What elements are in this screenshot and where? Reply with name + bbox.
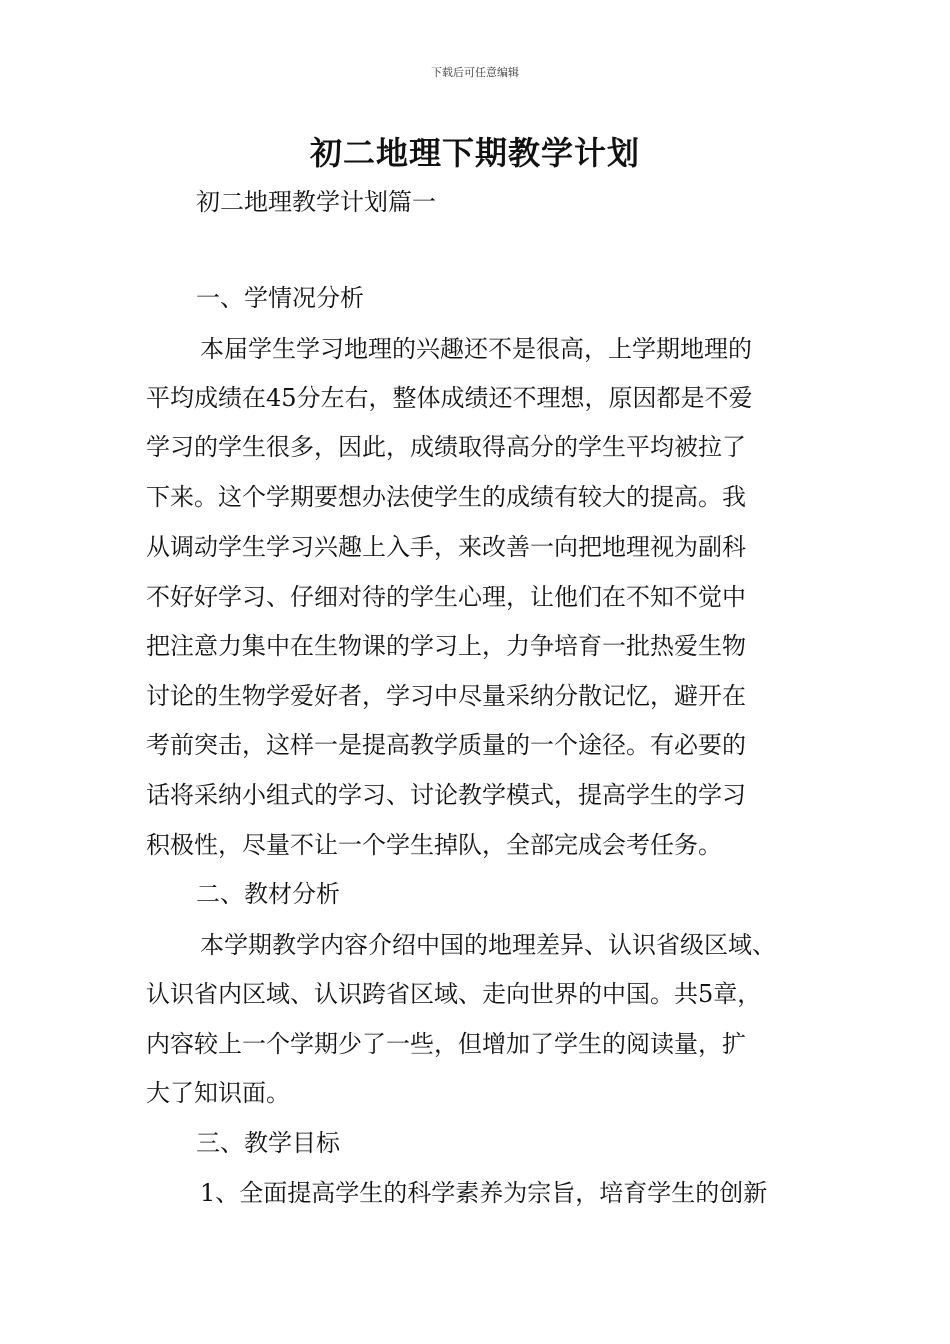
document-title: 初二地理下期教学计划 (309, 134, 640, 172)
paragraph-line: 不好好学习、仔细对待的学生心理，让他们在不知不觉中 (146, 583, 746, 611)
section-heading: 三、教学目标 (196, 1129, 340, 1157)
paragraph-line: 平均成绩在45分左右，整体成绩还不理想，原因都是不爱 (146, 384, 753, 412)
section-heading: 二、教材分析 (196, 880, 340, 908)
paragraph-line: 话将采纳小组式的学习、讨论教学模式，提高学生的学习 (146, 781, 746, 809)
paragraph-line: 从调动学生学习兴趣上入手，来改善一向把地理视为副科 (146, 533, 746, 561)
paragraph-line: 本学期教学内容介绍中国的地理差异、认识省级区域、 (200, 931, 776, 959)
document-subtitle: 初二地理教学计划篇一 (196, 188, 436, 216)
paragraph-line: 认识省内区域、认识跨省区域、走向世界的中国。共5章， (146, 980, 762, 1008)
header-note: 下载后可任意编辑 (431, 66, 519, 79)
paragraph-line: 内容较上一个学期少了一些，但增加了学生的阅读量，扩 (146, 1030, 746, 1058)
paragraph-line: 把注意力集中在生物课的学习上，力争培育一批热爱生物 (146, 632, 746, 660)
section-heading: 一、学情况分析 (196, 284, 364, 312)
paragraph-line: 学习的学生很多，因此，成绩取得高分的学生平均被拉了 (146, 433, 746, 461)
paragraph-line: 下来。这个学期要想办法使学生的成绩有较大的提高。我 (146, 483, 746, 511)
paragraph-line: 考前突击，这样一是提高教学质量的一个途径。有必要的 (146, 731, 746, 759)
paragraph-line: 讨论的生物学爱好者，学习中尽量采纳分散记忆，避开在 (146, 682, 746, 710)
paragraph-line: 大了知识面。 (146, 1079, 290, 1107)
paragraph-line: 本届学生学习地理的兴趣还不是很高，上学期地理的 (200, 335, 752, 363)
paragraph-line: 1、全面提高学生的科学素养为宗旨，培育学生的创新 (200, 1179, 768, 1207)
paragraph-line: 积极性，尽量不让一个学生掉队，全部完成会考任务。 (146, 831, 722, 859)
